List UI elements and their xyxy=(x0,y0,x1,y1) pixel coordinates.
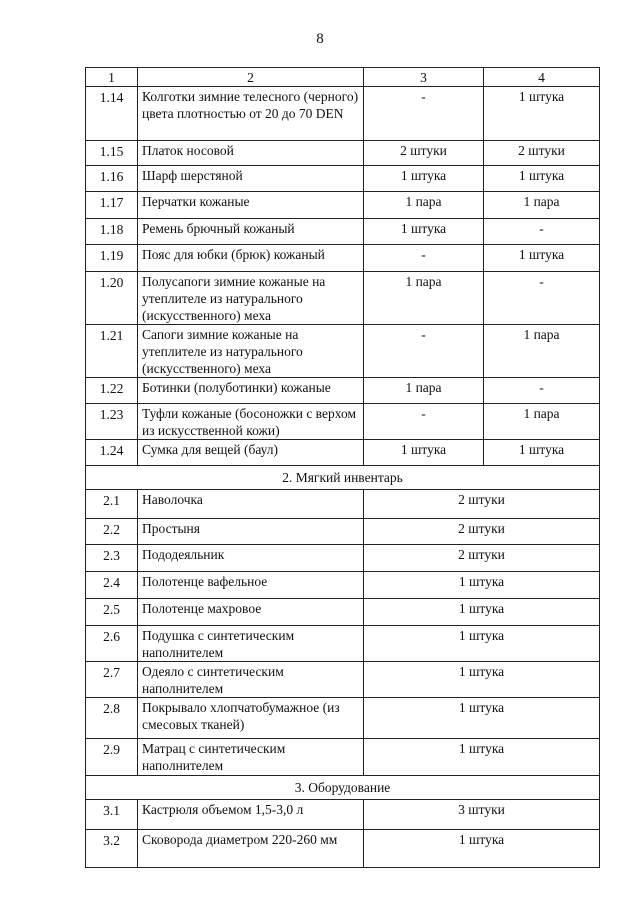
item-name: Пододеяльник xyxy=(138,545,364,572)
item-name: Покрывало хлопчатобумажное (из смесовых тканей) xyxy=(138,698,364,739)
quantity-col3: 1 штука xyxy=(364,166,484,192)
table-row xyxy=(86,87,600,141)
item-name: Кастрюля объемом 1,5-3,0 л xyxy=(138,800,364,830)
table-row xyxy=(86,141,600,166)
row-number: 1.14 xyxy=(86,87,138,141)
row-number: 1.15 xyxy=(86,141,138,166)
table-row xyxy=(86,192,600,219)
item-name: Пояс для юбки (брюк) кожаный xyxy=(138,245,364,272)
header-cell: 4 xyxy=(484,68,600,87)
quantity-col3: - xyxy=(364,87,484,141)
item-name: Сумка для вещей (баул) xyxy=(138,440,364,466)
quantity-col4: 1 пара xyxy=(484,325,600,378)
row-number: 1.16 xyxy=(86,166,138,192)
quantity-merged: 1 штука xyxy=(364,599,600,626)
row-number: 1.22 xyxy=(86,378,138,404)
table-row xyxy=(86,800,600,830)
row-number: 3.1 xyxy=(86,800,138,830)
item-name: Сковорода диаметром 220-260 мм xyxy=(138,830,364,868)
table-row xyxy=(86,519,600,545)
item-name: Полотенце махровое xyxy=(138,599,364,626)
item-name: Полусапоги зимние кожаные на утеплителе из натурального (искусственного) меха xyxy=(138,272,364,325)
quantity-col4: 1 штука xyxy=(484,440,600,466)
quantity-col3: 2 штуки xyxy=(364,141,484,166)
item-name: Туфли кожаные (босоножки с верхом из искусственной кожи) xyxy=(138,404,364,440)
quantity-col3: - xyxy=(364,404,484,440)
items-table xyxy=(85,67,600,868)
quantity-merged: 1 штука xyxy=(364,626,600,662)
item-name: Сапоги зимние кожаные на утеплителе из натурального (искусственного) меха xyxy=(138,325,364,378)
table-row xyxy=(86,698,600,739)
row-number: 2.9 xyxy=(86,739,138,776)
table-row xyxy=(86,545,600,572)
item-name: Матрац с синтетическим наполнителем xyxy=(138,739,364,776)
quantity-merged: 2 штуки xyxy=(364,545,600,572)
table-row xyxy=(86,739,600,776)
quantity-col4: 1 штука xyxy=(484,87,600,141)
row-number: 3.2 xyxy=(86,830,138,868)
section-title: 3. Оборудование xyxy=(86,776,600,800)
row-number: 2.2 xyxy=(86,519,138,545)
item-name: Простыня xyxy=(138,519,364,545)
section-title: 2. Мягкий инвентарь xyxy=(86,466,600,490)
quantity-col4: - xyxy=(484,219,600,245)
row-number: 1.24 xyxy=(86,440,138,466)
quantity-col3: 1 пара xyxy=(364,378,484,404)
item-name: Ремень брючный кожаный xyxy=(138,219,364,245)
item-name: Подушка с синтетическим наполнителем xyxy=(138,626,364,662)
quantity-col4: - xyxy=(484,378,600,404)
row-number: 1.20 xyxy=(86,272,138,325)
quantity-col3: - xyxy=(364,325,484,378)
quantity-merged: 1 штука xyxy=(364,830,600,868)
table-row xyxy=(86,325,600,378)
row-number: 2.6 xyxy=(86,626,138,662)
page-number: 8 xyxy=(316,31,324,47)
item-name: Ботинки (полуботинки) кожаные xyxy=(138,378,364,404)
row-number: 2.7 xyxy=(86,662,138,698)
table-row xyxy=(86,662,600,698)
header-cell: 2 xyxy=(138,68,364,87)
table-row xyxy=(86,572,600,599)
quantity-col4: - xyxy=(484,272,600,325)
quantity-col3: 1 пара xyxy=(364,192,484,219)
row-number: 1.17 xyxy=(86,192,138,219)
table-row xyxy=(86,490,600,519)
table-row xyxy=(86,245,600,272)
quantity-col3: 1 штука xyxy=(364,440,484,466)
quantity-merged: 1 штука xyxy=(364,739,600,776)
row-number: 2.5 xyxy=(86,599,138,626)
quantity-merged: 2 штуки xyxy=(364,490,600,519)
table-row xyxy=(86,272,600,325)
table-row xyxy=(86,830,600,868)
quantity-merged: 1 штука xyxy=(364,572,600,599)
row-number: 2.3 xyxy=(86,545,138,572)
header-cell: 3 xyxy=(364,68,484,87)
table-row xyxy=(86,626,600,662)
quantity-col3: 1 штука xyxy=(364,219,484,245)
section-header-soft-inventory xyxy=(86,466,600,490)
row-number: 1.18 xyxy=(86,219,138,245)
row-number: 2.4 xyxy=(86,572,138,599)
quantity-merged: 2 штуки xyxy=(364,519,600,545)
header-cell: 1 xyxy=(86,68,138,87)
item-name: Перчатки кожаные xyxy=(138,192,364,219)
table-row xyxy=(86,599,600,626)
quantity-col4: 1 пара xyxy=(484,192,600,219)
item-name: Платок носовой xyxy=(138,141,364,166)
quantity-col4: 1 пара xyxy=(484,404,600,440)
row-number: 1.19 xyxy=(86,245,138,272)
item-name: Колготки зимние телесного (черного) цвета плотностью от 20 до 70 DEN xyxy=(138,87,364,141)
quantity-merged: 1 штука xyxy=(364,698,600,739)
quantity-col3: 1 пара xyxy=(364,272,484,325)
quantity-col3: - xyxy=(364,245,484,272)
quantity-col4: 1 штука xyxy=(484,245,600,272)
section-header-equipment xyxy=(86,776,600,800)
table-row xyxy=(86,440,600,466)
table-header-row xyxy=(86,68,600,87)
table-row xyxy=(86,219,600,245)
quantity-merged: 1 штука xyxy=(364,662,600,698)
quantity-merged: 3 штуки xyxy=(364,800,600,830)
item-name: Одеяло с синтетическим наполнителем xyxy=(138,662,364,698)
item-name: Шарф шерстяной xyxy=(138,166,364,192)
item-name: Полотенце вафельное xyxy=(138,572,364,599)
row-number: 2.8 xyxy=(86,698,138,739)
table-row xyxy=(86,404,600,440)
row-number: 2.1 xyxy=(86,490,138,519)
quantity-col4: 1 штука xyxy=(484,166,600,192)
row-number: 1.23 xyxy=(86,404,138,440)
table-row xyxy=(86,166,600,192)
item-name: Наволочка xyxy=(138,490,364,519)
row-number: 1.21 xyxy=(86,325,138,378)
table-row xyxy=(86,378,600,404)
quantity-col4: 2 штуки xyxy=(484,141,600,166)
